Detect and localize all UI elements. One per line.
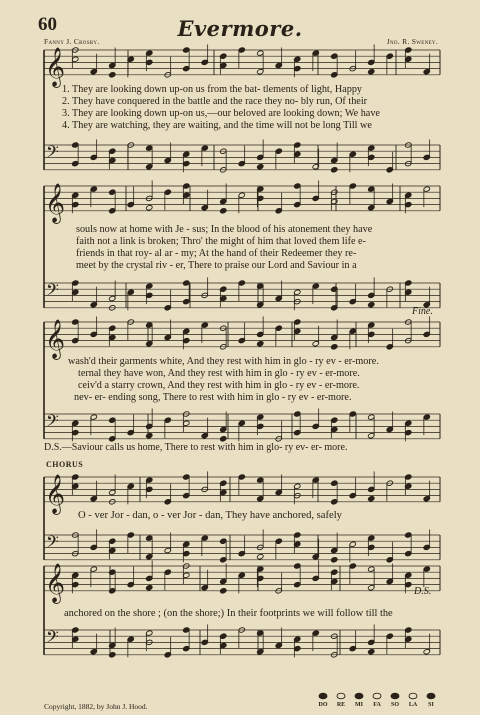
solfege-la: LA [408, 702, 418, 708]
note-head [257, 554, 264, 560]
chorus-label: CHORUS [46, 460, 84, 469]
solfege-shape-note [427, 693, 435, 699]
ds-lyric-line: D.S.—Saviour calls us home, There to rest with him in glo- ry ev- er- more. [44, 442, 348, 453]
verse1-line-system1: 1. They are looking down up-on us from the bat- tlements of light, Happy [62, 84, 363, 95]
composer-credit: Jno. R. Sweney. [386, 37, 438, 46]
verse2-line-system2: faith not a link is broken; Thro' the might of him that loved them life e- [76, 236, 366, 247]
solfege-so: SO [390, 702, 399, 708]
note-head [331, 167, 338, 173]
hymn-title: Evermore. [177, 16, 303, 41]
verse4-line-system2: meet by the crystal riv - er, There to praise our Lord and Saviour in a [76, 260, 357, 271]
lyricist-credit: Fanny J. Crosby. [44, 37, 100, 46]
bass-clef: 𝄢 [46, 141, 59, 166]
solfege-shape-note [337, 693, 345, 699]
note-head [368, 302, 375, 308]
verse3-line-system1: 3. They are looking down up-on us,—our beloved are looking down; We have [62, 108, 380, 119]
verse4-line-system3: nev- er- ending song, There to rest with him in glo - ry ev - er-more. [74, 392, 352, 403]
verse3-line-system2: friends in that roy- al ar - my; At the hand of their Redeemer they re- [76, 248, 357, 259]
note-head [257, 341, 264, 347]
note-head [220, 588, 227, 594]
solfege-shape-note [391, 693, 399, 699]
page-number: 60 [38, 14, 57, 35]
note-head [220, 208, 227, 214]
bass-clef: 𝄢 [46, 531, 59, 556]
note-head [220, 436, 227, 442]
solfege-mi: MI [355, 702, 363, 708]
fine-marking: Fine. [412, 306, 433, 317]
treble-clef: 𝄞 [45, 473, 66, 514]
verse1-line-system3: wash'd their garments white, And they rest with him in glo - ry ev - er-more. [68, 356, 379, 367]
solfege-si: SI [428, 702, 434, 708]
note-head [368, 649, 375, 655]
verse4-line-system1: 4. They are watching, they are waiting, and the time will not be long Till we [62, 120, 372, 131]
note-head [331, 344, 338, 350]
note-head [146, 585, 153, 591]
note-head [368, 496, 375, 502]
treble-clef: 𝄞 [45, 318, 66, 359]
treble-clef: 𝄞 [45, 46, 66, 87]
note-head [109, 72, 116, 78]
note-head [257, 164, 264, 170]
solfege-shape-note [355, 693, 363, 699]
note-head [331, 557, 338, 563]
solfege-legend [314, 702, 440, 708]
solfege-fa: FA [373, 702, 381, 708]
bass-clef: 𝄢 [46, 410, 59, 435]
solfege-re: RE [336, 702, 346, 708]
chorus-line-2: anchored on the shore ; (on the shore;) In their footprints we will follow till the [64, 608, 393, 619]
chorus-line-1: O - ver Jor - dan, o - ver Jor - dan, They have anchored, safely [78, 510, 342, 521]
solfege-do: DO [318, 702, 328, 708]
ds-marking: D.S. [414, 586, 432, 597]
verse2-line-system1: 2. They have conquered in the battle and the race they no- bly run, Of their [62, 96, 368, 107]
verse2-line-system3: ternal they have won, And they rest with him in glo - ry ev - er-more. [78, 368, 360, 379]
solfege-shape-note [409, 693, 417, 699]
verse1-line-system2: souls now at home with Je - sus; In the blood of his atonement they have [76, 224, 373, 235]
treble-clef: 𝄞 [45, 562, 66, 603]
bass-clef: 𝄢 [46, 626, 59, 651]
solfege-shape-note [373, 693, 381, 699]
note-head [368, 69, 375, 75]
note-head [146, 205, 153, 211]
solfege-shape-note [319, 693, 327, 699]
verse3-line-system3: ceiv'd a starry crown, And they rest with him in glo - ry ev - er-more. [78, 380, 360, 391]
copyright-notice: Copyright, 1882, by John J. Hood. [44, 702, 148, 711]
bass-clef: 𝄢 [46, 279, 59, 304]
treble-clef: 𝄞 [45, 182, 66, 223]
note-head [146, 433, 153, 439]
